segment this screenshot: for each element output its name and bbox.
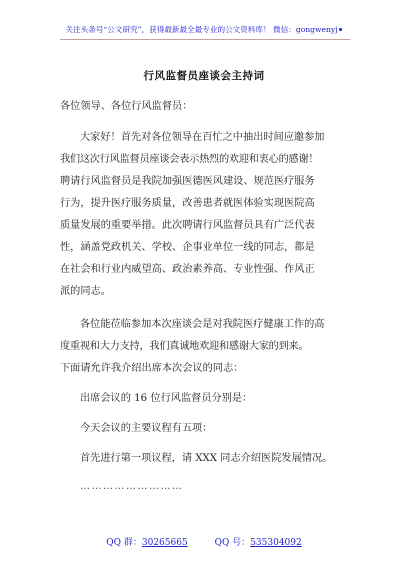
paragraph1-line-4: 行为，提升医疗服务质量，改善患者就医体验实现医院高	[60, 198, 315, 209]
paragraph1-line-7: 在社会和行业内威望高、政治素养高、专业性强、作风正	[60, 264, 315, 275]
paragraph1-line-5: 质量发展的重要举措。此次聘请行风监督员具有广泛代表	[60, 220, 315, 231]
header-separator-exclamation: ！	[263, 25, 271, 34]
footer-qq-group-number[interactable]: 30265665	[141, 538, 188, 548]
first-item-line: 首先进行第一项议程，请 XXX 同志介绍医院发展情况。	[80, 453, 333, 464]
paragraph2-line-1: 各位能莅临参加本次座谈会是对我院医疗健康工作的高	[80, 319, 325, 330]
footer-qq-number-value[interactable]: 535304092	[250, 538, 302, 548]
footer-qq-number	[215, 538, 302, 548]
footer-qq-group	[106, 538, 187, 548]
attendees-line: 出席会议的 16 位行风监督员分别是：	[80, 393, 253, 404]
footer-qq-number-label: QQ 号：	[214, 538, 251, 548]
paragraph1-line-8: 派的同志。	[60, 286, 111, 297]
paragraph1-line-3: 聘请行风监督员是我院加强医德医风建设、规范医疗服务	[60, 176, 315, 187]
paragraph1-line-6: 性，涵盖党政机关、学校、企事业单位一线的同志，都是	[60, 242, 315, 253]
footer-qq-group-label: QQ 群：	[106, 538, 142, 548]
agenda-line: 今天会议的主要议程有五项：	[80, 423, 213, 434]
continuation-ellipsis: ………………………	[80, 481, 184, 492]
paragraph2-line-2: 度重视和大力支持，我们真诚地欢迎和感谢大家的到来。	[60, 341, 309, 352]
paragraph1-line-1: 大家好！首先对各位领导在百忙之中抽出时间应邀参加	[80, 132, 325, 143]
header-rule	[60, 39, 350, 40]
header-text-part1: 关注头条号“公文研究”	[65, 25, 142, 34]
header-text-part2: 获得最新最全最专业的公文资料库	[149, 25, 264, 34]
page-header	[34, 24, 374, 35]
header-text-part3: 微信：gongwenyj	[273, 25, 338, 34]
salutation: 各位领导、各位行风监督员：	[60, 101, 193, 112]
paragraph2-line-3: 下面请允许我介绍出席本次会议的同志：	[60, 363, 244, 374]
paragraph1-line-2: 我们这次行风监督员座谈会表示热烈的欢迎和衷心的感谢！	[60, 154, 319, 165]
header-separator-comma: ，	[141, 25, 150, 34]
page-footer	[0, 535, 408, 548]
header-dot-icon	[339, 28, 342, 31]
document-title: 行风监督员座谈会主持词	[143, 70, 265, 82]
